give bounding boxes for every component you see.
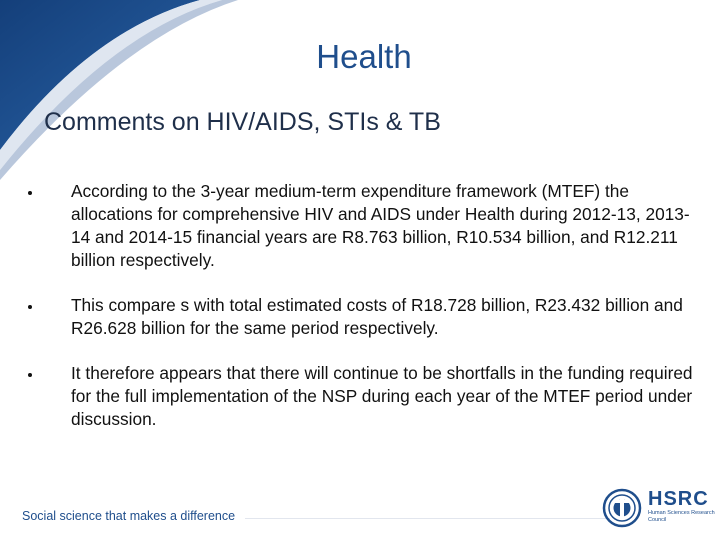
bullet-dot-icon — [28, 373, 32, 377]
bullet-item — [28, 362, 698, 431]
footer-tagline: Social science that makes a difference — [22, 509, 236, 523]
bullet-text: It therefore appears that there will continue to be shortfalls in the funding required for the full implementation of the NSP during each year of the MTEF period under discussion. — [71, 363, 693, 429]
bullet-dot-icon — [28, 305, 32, 309]
bullet-dot-icon — [28, 191, 32, 195]
bullet-item — [28, 180, 698, 272]
slide-subtitle: Comments on HIV/AIDS, STIs & TB — [44, 108, 441, 136]
logo-subtitle: Human Sciences Research Council — [648, 510, 715, 523]
bullet-list — [28, 180, 698, 453]
footer-divider — [245, 518, 610, 519]
bullet-item — [28, 294, 698, 340]
slide-title: Health — [316, 38, 412, 75]
hsrc-logo — [598, 482, 716, 534]
bullet-text: This compare s with total estimated costs of R18.728 billion, R23.432 billion and R26.628 billion for the same period respectively. — [71, 295, 683, 338]
hsrc-emblem-icon — [602, 488, 642, 528]
logo-name: HSRC — [648, 488, 709, 510]
bullet-text: According to the 3-year medium-term expenditure framework (MTEF) the allocations for comprehensive HIV and AIDS under Health during 2012-13, 2013-14 and 2014-15 financial years are R8.763 billion, R10.534 billion, and R12.211 billion respectively. — [71, 181, 690, 270]
corner-swoosh-decoration — [0, 0, 260, 180]
